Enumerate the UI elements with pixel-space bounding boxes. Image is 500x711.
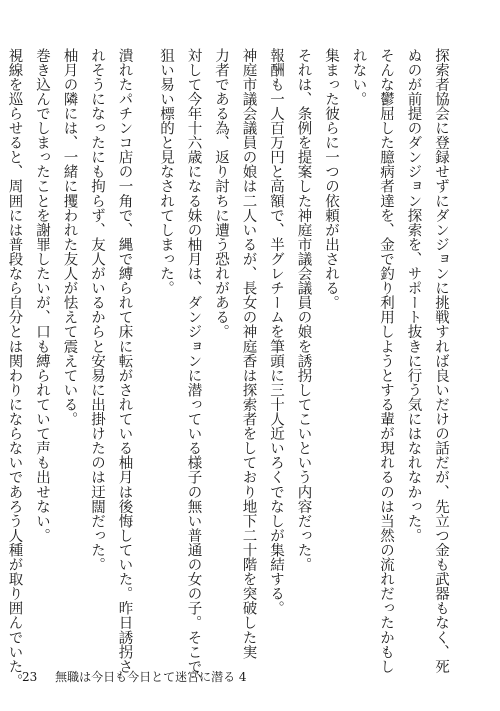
text-line: れそうになったにも拘らず、友人がいるからと安易に出掛けたのは迂闊だった。 [89,48,105,572]
text-line: 集まった彼らに一つの依頼が出される。 [323,48,339,310]
text-line: 力者である為、返り討ちに遭う恐れがある。 [213,48,229,339]
text-line: 潰れたパチンコ店の一角で、縄で縛られて床に転がされている柚月は後悔していた。昨日誘拐さ [116,48,133,674]
page-number: 23 [22,670,38,684]
text-line: 探索者協会に登録せずにダンジョンに挑戦すれば良いだけの話だが、先立つ金も武器もなく、死 [433,48,449,674]
text-line: 狙い易い標的と見なされてしまった。 [158,48,174,296]
text-line: そんな鬱屈した臆病者達を、金で釣り利用しようとする輩が現れるのは当然の流れだったかもし [378,48,394,674]
text-line: れない。 [350,48,367,107]
text-line: ぬのが前提のダンジョン探索を、サポート抜きに行う気にはなれなかった。 [405,48,422,543]
text-line: 巻き込んでしまったことを謝罪したいが、口も縛られていて声も出せない。 [34,48,50,543]
text-line: 報酬も一人百万円と高額で、半グレチームを筆頭に三十人近いろくでなしが集結する。 [268,48,284,616]
text-line: 神庭市議会議員の娘は二人いるが、長女の神庭香は探索者をしており地下二十階を突破した実 [240,48,257,660]
text-line: 視線を巡らせると、周囲には普段なら自分とは関わりにならないであろう人種が取り囲んでいた。 [6,48,23,689]
page-footer [22,668,247,685]
text-line: それは、条例を提案した神庭市議会議員の娘を誘拐してこいという内容だった。 [295,48,312,572]
text-line: 柚月の隣には、一緒に攫われた友人が怯えて震えている。 [61,48,78,427]
paragraph-gap [138,48,152,648]
book-title: 無職は今日も今日とて迷宮に潜る 4 [55,670,247,684]
text-line: 対して今年十六歳になる妹の柚月は、ダンジョンに潜っている様子の無い普通の女の子。そこで、 [185,48,202,689]
